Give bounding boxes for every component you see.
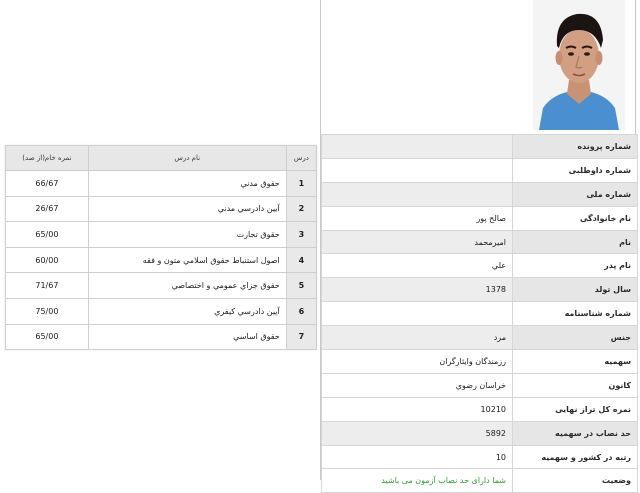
info-row-first-name — [322, 230, 638, 254]
info-row-final-score — [322, 397, 638, 421]
candidate-photo — [533, 0, 625, 130]
info-label: سهمیه — [513, 350, 638, 374]
info-value: 1378 — [322, 278, 513, 302]
candidate-profile-panel — [320, 0, 636, 486]
info-row-birth-certificate — [322, 302, 638, 326]
info-label: شماره شناسنامه — [513, 302, 638, 326]
course-number: 7 — [286, 324, 316, 350]
course-number: 2 — [286, 196, 316, 222]
info-value: 10 — [322, 445, 513, 469]
info-row-center — [322, 373, 638, 397]
info-value: 10210 — [322, 397, 513, 421]
info-value — [322, 182, 513, 206]
info-value: 5892 — [322, 421, 513, 445]
course-grade: 60/00 — [6, 247, 89, 273]
info-value — [322, 158, 513, 182]
courses-table — [5, 145, 317, 350]
info-row-last-name — [322, 206, 638, 230]
course-number: 1 — [286, 171, 316, 197]
course-name: آيين دادرسي كيفري — [88, 298, 286, 324]
header-course-number: درس — [286, 146, 316, 171]
info-value — [322, 135, 513, 159]
info-label: شماره ملی — [513, 182, 638, 206]
info-label: حد نصاب در سهمیه — [513, 421, 638, 445]
info-row-quota — [322, 350, 638, 374]
courses-header-row — [6, 146, 317, 171]
candidate-info-table — [321, 134, 638, 493]
info-label: کانون — [513, 373, 638, 397]
info-label: شماره داوطلبی — [513, 158, 638, 182]
info-row-rank — [322, 445, 638, 469]
info-label: نام — [513, 230, 638, 254]
course-name: حقوق مدني — [88, 171, 286, 197]
course-name: حقوق جزاي عمومي و اختصاصي — [88, 273, 286, 299]
course-name: آيين دادرسي مدني — [88, 196, 286, 222]
table-row — [6, 247, 317, 273]
table-row — [6, 222, 317, 248]
info-value: خراسان رضوي — [322, 373, 513, 397]
info-value: مرد — [322, 326, 513, 350]
header-course-name: نام درس — [88, 146, 286, 171]
info-row-gender — [322, 326, 638, 350]
info-value: صالح پور — [322, 206, 513, 230]
course-number: 5 — [286, 273, 316, 299]
table-row — [6, 298, 317, 324]
info-label: سال تولد — [513, 278, 638, 302]
course-grade: 26/67 — [6, 196, 89, 222]
course-number: 6 — [286, 298, 316, 324]
info-row-file-number — [322, 135, 638, 159]
table-row — [6, 273, 317, 299]
info-label: نام خانوادگی — [513, 206, 638, 230]
course-grade: 75/00 — [6, 298, 89, 324]
table-row — [6, 171, 317, 197]
candidate-photo-icon — [533, 0, 625, 130]
info-label: نمره کل تراز نهایی — [513, 397, 638, 421]
info-label: رتبه در کشور و سهمیه — [513, 445, 638, 469]
info-row-status — [322, 469, 638, 493]
info-value: علي — [322, 254, 513, 278]
info-row-applicant-number — [322, 158, 638, 182]
course-number: 4 — [286, 247, 316, 273]
course-grade: 65/00 — [6, 324, 89, 350]
info-value — [322, 302, 513, 326]
course-grade: 66/67 — [6, 171, 89, 197]
info-value: اميرمحمد — [322, 230, 513, 254]
info-label: جنس — [513, 326, 638, 350]
table-row — [6, 324, 317, 350]
status-message: شما دارای حد نصاب آزمون می باشید — [322, 469, 513, 493]
header-grade: نمره خام(از صد) — [6, 146, 89, 171]
course-grade: 71/67 — [6, 273, 89, 299]
info-label: نام پدر — [513, 254, 638, 278]
info-row-quota-threshold — [322, 421, 638, 445]
info-label: شماره پرونده — [513, 135, 638, 159]
course-name: اصول استنباط حقوق اسلامي متون و فقه — [88, 247, 286, 273]
course-number: 3 — [286, 222, 316, 248]
table-row — [6, 196, 317, 222]
info-label: وضعیت — [513, 469, 638, 493]
course-name: حقوق تجارت — [88, 222, 286, 248]
info-row-father-name — [322, 254, 638, 278]
course-name: حقوق اساسي — [88, 324, 286, 350]
info-row-birth-year — [322, 278, 638, 302]
info-row-national-id — [322, 182, 638, 206]
course-grade: 65/00 — [6, 222, 89, 248]
info-value: رزمندگان وایثارگران — [322, 350, 513, 374]
